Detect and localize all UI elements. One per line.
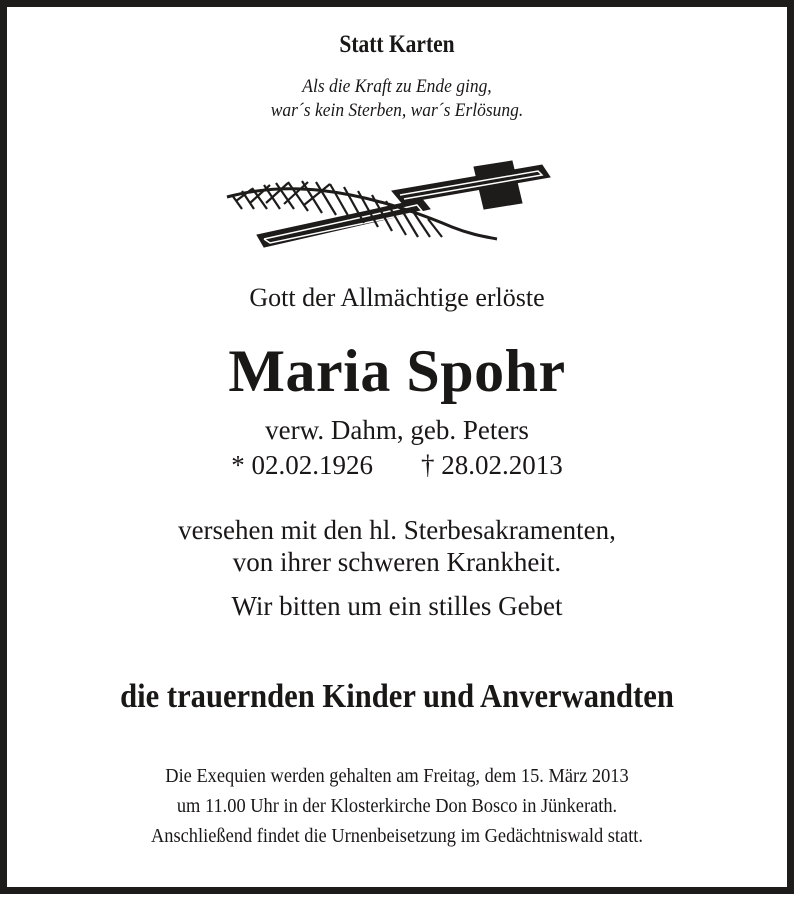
service-info-line-2: um 11.00 Uhr in der Klosterkirche Don Bosco in Jünkerath. (176, 795, 618, 817)
birth-date: * 02.02.1926 (231, 450, 373, 480)
mourners-signature: die trauernden Kinder und Anverwandten (120, 678, 674, 715)
palm-branch-and-cross-icon (212, 157, 562, 249)
motto-line-1: Als die Kraft zu Ende ging, (302, 76, 492, 97)
intro-text: Gott der Allmächtige erlöste (249, 283, 545, 312)
header-title: Statt Karten (339, 31, 455, 58)
life-dates (7, 450, 787, 481)
prayer-request: Wir bitten um ein stilles Gebet (231, 591, 563, 621)
service-info-line-3: Anschließend findet die Urnenbeisetzung im Gedächtniswald statt. (150, 825, 644, 847)
sacrament-text-line-1: versehen mit den hl. Sterbesakramenten, (178, 515, 616, 545)
motto-line-2: war´s kein Sterben, war´s Erlösung. (270, 100, 524, 121)
deceased-name: Maria Spohr (228, 338, 566, 404)
maiden-info: verw. Dahm, geb. Peters (265, 415, 529, 445)
death-date: † 28.02.2013 (421, 450, 563, 480)
sacrament-text-line-2: von ihrer schweren Krankheit. (232, 547, 562, 577)
service-info-line-1: Die Exequien werden gehalten am Freitag, dem 15. März 2013 (165, 765, 629, 787)
